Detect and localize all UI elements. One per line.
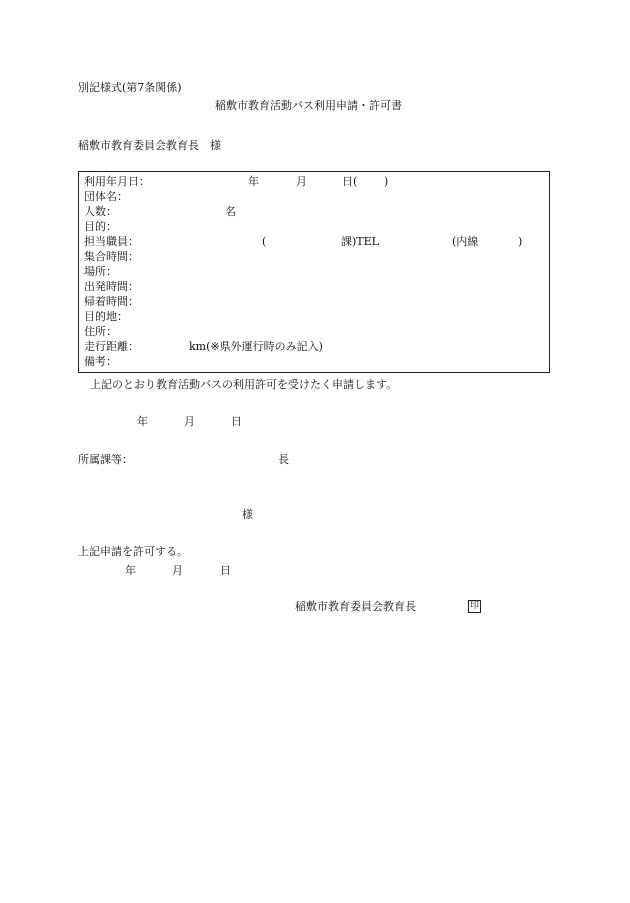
staff-paren-open: ( [262,235,267,248]
form-row-distance [84,341,544,355]
distance-note: km(※県外運行時のみ記入) [189,340,323,353]
approval-date-year: 年 [125,564,136,577]
departure-label: 出発時間： [84,280,139,293]
group-label: 団体名： [84,190,128,203]
request-date-year: 年 [137,415,148,428]
purpose-label: 目的： [84,220,117,233]
date-label: 利用年月日： [84,175,150,188]
form-row-place [84,266,544,280]
staff-paren-close: ) [518,235,523,248]
approval-date-month: 月 [172,564,183,577]
department-head: 長 [278,453,289,466]
date-year: 年 [248,175,259,188]
form-row-date [84,176,544,190]
form-row-remarks [84,356,544,370]
seal-mark: 印 [469,601,479,611]
people-label: 人数： [84,205,117,218]
date-day: 日( [342,175,358,188]
staff-label: 担当職員： [84,235,139,248]
place-label: 場所： [84,265,117,278]
return-label: 帰着時間： [84,295,139,308]
application-form-box [78,171,550,373]
approval-date-day: 日 [220,564,231,577]
destination-label: 目的地： [84,310,128,323]
form-row-purpose [84,221,544,235]
date-month: 月 [296,175,307,188]
form-row-address [84,326,544,340]
assembly-time-label: 集合時間： [84,250,139,263]
staff-section-tel: 課)TEL [341,235,379,248]
approval-statement: 上記申請を許可する。 [78,545,188,558]
form-row-people [84,206,544,220]
request-date-day: 日 [231,415,242,428]
people-unit: 名 [225,205,236,218]
form-row-return [84,296,544,310]
honorific-sama: 様 [242,508,253,521]
form-row-destination [84,311,544,325]
date-paren-close: ) [384,175,389,188]
form-row-staff [84,236,544,250]
document-title: 稲敷市教育活動バス利用申請・許可書 [215,99,402,112]
distance-label: 走行距離： [84,340,139,353]
form-reference: 別記様式(第7条関係) [78,81,182,94]
form-row-assembly-time [84,251,544,265]
request-statement: 上記のとおり教育活動バスの利用許可を受けたく申請します。 [90,378,398,391]
request-date-month: 月 [184,415,195,428]
address-label: 住所： [84,325,117,338]
addressee: 稲敷市教育委員会教育長 様 [78,139,221,152]
remarks-label: 備考： [84,355,117,368]
approval-signer: 稲敷市教育委員会教育長 [295,600,416,613]
staff-extension: (内線 [452,235,479,248]
department-label: 所属課等： [78,453,133,466]
form-row-departure [84,281,544,295]
form-row-group [84,191,544,205]
